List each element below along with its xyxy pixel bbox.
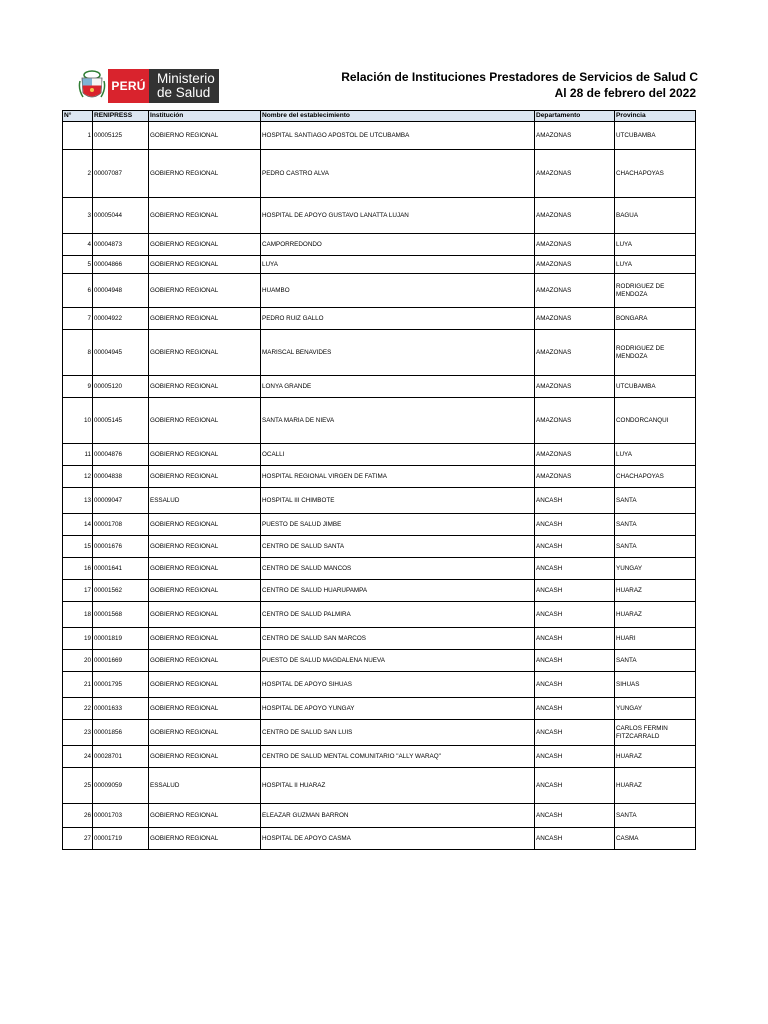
establishment-name: LONYA GRANDE <box>261 376 535 398</box>
row-number: 13 <box>63 488 93 514</box>
institution: GOBIERNO REGIONAL <box>149 150 261 198</box>
establishment-name: HOSPITAL DE APOYO GUSTAVO LANATTA LUJAN <box>261 198 535 234</box>
establishment-name: CENTRO DE SALUD SANTA <box>261 536 535 558</box>
table-row <box>63 698 696 720</box>
row-number: 14 <box>63 514 93 536</box>
renipress-code: 00001795 <box>93 672 149 698</box>
institution: GOBIERNO REGIONAL <box>149 720 261 746</box>
row-number: 3 <box>63 198 93 234</box>
row-number: 15 <box>63 536 93 558</box>
department: AMAZONAS <box>535 330 615 376</box>
province: HUARAZ <box>615 580 696 602</box>
establishment-name: HOSPITAL SANTIAGO APOSTOL DE UTCUBAMBA <box>261 122 535 150</box>
establishment-name: SANTA MARIA DE NIEVA <box>261 398 535 444</box>
institution: GOBIERNO REGIONAL <box>149 376 261 398</box>
institution: GOBIERNO REGIONAL <box>149 536 261 558</box>
establishment-name: CENTRO DE SALUD SAN LUIS <box>261 720 535 746</box>
department: ANCASH <box>535 746 615 768</box>
table-row <box>63 256 696 274</box>
institution: GOBIERNO REGIONAL <box>149 330 261 376</box>
institution: GOBIERNO REGIONAL <box>149 308 261 330</box>
department: AMAZONAS <box>535 376 615 398</box>
institution: GOBIERNO REGIONAL <box>149 398 261 444</box>
province: RODRIGUEZ DE MENDOZA <box>615 274 696 308</box>
province: HUARAZ <box>615 768 696 804</box>
table-row <box>63 376 696 398</box>
table-row <box>63 444 696 466</box>
department: ANCASH <box>535 698 615 720</box>
col-header-number: N° <box>63 111 93 122</box>
institution: GOBIERNO REGIONAL <box>149 234 261 256</box>
table-header-row <box>63 111 696 122</box>
row-number: 12 <box>63 466 93 488</box>
establishment-name: CENTRO DE SALUD PALMIRA <box>261 602 535 628</box>
province: CONDORCANQUI <box>615 398 696 444</box>
institution: GOBIERNO REGIONAL <box>149 558 261 580</box>
establishment-name: HOSPITAL III CHIMBOTE <box>261 488 535 514</box>
renipress-code: 00005125 <box>93 122 149 150</box>
province: RODRIGUEZ DE MENDOZA <box>615 330 696 376</box>
row-number: 8 <box>63 330 93 376</box>
table-row <box>63 720 696 746</box>
row-number: 20 <box>63 650 93 672</box>
establishment-name: PEDRO RUIZ GALLO <box>261 308 535 330</box>
province: BAGUA <box>615 198 696 234</box>
department: AMAZONAS <box>535 466 615 488</box>
renipress-code: 00004948 <box>93 274 149 308</box>
document-title <box>339 69 696 101</box>
institution: GOBIERNO REGIONAL <box>149 256 261 274</box>
province: UTCUBAMBA <box>615 122 696 150</box>
table-row <box>63 628 696 650</box>
row-number: 26 <box>63 804 93 828</box>
establishment-name: HOSPITAL DE APOYO CASMA <box>261 828 535 850</box>
row-number: 6 <box>63 274 93 308</box>
title-date: Al 28 de febrero del 2022 <box>554 86 696 100</box>
province: BONGARA <box>615 308 696 330</box>
renipress-code: 00005120 <box>93 376 149 398</box>
row-number: 27 <box>63 828 93 850</box>
establishment-name: CENTRO DE SALUD HUARUPAMPA <box>261 580 535 602</box>
department: AMAZONAS <box>535 444 615 466</box>
table-row <box>63 308 696 330</box>
row-number: 1 <box>63 122 93 150</box>
institution: GOBIERNO REGIONAL <box>149 122 261 150</box>
department: AMAZONAS <box>535 398 615 444</box>
institution: GOBIERNO REGIONAL <box>149 198 261 234</box>
table-row <box>63 580 696 602</box>
establishment-name: CENTRO DE SALUD MENTAL COMUNITARIO "ALLY WARAQ" <box>261 746 535 768</box>
establishment-name: HUAMBO <box>261 274 535 308</box>
renipress-code: 00001719 <box>93 828 149 850</box>
institution: ESSALUD <box>149 488 261 514</box>
institution: GOBIERNO REGIONAL <box>149 650 261 672</box>
department: ANCASH <box>535 720 615 746</box>
col-header-renipress: RENIPRESS <box>93 111 149 122</box>
logo-ministry-line2: de Salud <box>157 85 211 100</box>
renipress-code: 00001568 <box>93 602 149 628</box>
province: SANTA <box>615 804 696 828</box>
province: CARLOS FERMIN FITZCARRALD <box>615 720 696 746</box>
renipress-code: 00004866 <box>93 256 149 274</box>
row-number: 23 <box>63 720 93 746</box>
institution: ESSALUD <box>149 768 261 804</box>
department: AMAZONAS <box>535 256 615 274</box>
row-number: 24 <box>63 746 93 768</box>
province: SIHUAS <box>615 672 696 698</box>
province: YUNGAY <box>615 698 696 720</box>
province: HUARAZ <box>615 746 696 768</box>
row-number: 21 <box>63 672 93 698</box>
row-number: 5 <box>63 256 93 274</box>
logo-ministry-line1: Ministerio <box>157 71 215 86</box>
table-row <box>63 536 696 558</box>
table-row <box>63 768 696 804</box>
renipress-code: 00001641 <box>93 558 149 580</box>
province: SANTA <box>615 536 696 558</box>
renipress-code: 00009047 <box>93 488 149 514</box>
department: ANCASH <box>535 768 615 804</box>
logo-ministry-label <box>149 69 219 103</box>
establishment-name: PEDRO CASTRO ALVA <box>261 150 535 198</box>
department: AMAZONAS <box>535 274 615 308</box>
renipress-code: 00009059 <box>93 768 149 804</box>
col-header-province: Provincia <box>615 111 696 122</box>
institution: GOBIERNO REGIONAL <box>149 828 261 850</box>
col-header-institution: Institución <box>149 111 261 122</box>
establishment-name: CENTRO DE SALUD MANCOS <box>261 558 535 580</box>
province: SANTA <box>615 650 696 672</box>
department: ANCASH <box>535 828 615 850</box>
institution: GOBIERNO REGIONAL <box>149 672 261 698</box>
minsa-logo <box>78 69 219 103</box>
row-number: 16 <box>63 558 93 580</box>
institution: GOBIERNO REGIONAL <box>149 514 261 536</box>
establishment-name: OCALLI <box>261 444 535 466</box>
establishment-name: ELEAZAR GUZMAN BARRON <box>261 804 535 828</box>
renipress-code: 00001856 <box>93 720 149 746</box>
table-row <box>63 274 696 308</box>
table-row <box>63 514 696 536</box>
table-row <box>63 488 696 514</box>
department: AMAZONAS <box>535 234 615 256</box>
department: ANCASH <box>535 514 615 536</box>
table-row <box>63 198 696 234</box>
renipress-code: 00004838 <box>93 466 149 488</box>
row-number: 19 <box>63 628 93 650</box>
establishment-name: HOSPITAL DE APOYO SIHUAS <box>261 672 535 698</box>
renipress-code: 00005145 <box>93 398 149 444</box>
logo-country-label: PERÚ <box>108 69 149 103</box>
department: AMAZONAS <box>535 122 615 150</box>
renipress-code: 00007087 <box>93 150 149 198</box>
renipress-code: 00001562 <box>93 580 149 602</box>
department: ANCASH <box>535 558 615 580</box>
department: ANCASH <box>535 628 615 650</box>
institution: GOBIERNO REGIONAL <box>149 466 261 488</box>
table-row <box>63 672 696 698</box>
department: ANCASH <box>535 580 615 602</box>
renipress-code: 00028701 <box>93 746 149 768</box>
institution: GOBIERNO REGIONAL <box>149 580 261 602</box>
table-row <box>63 602 696 628</box>
institutions-table <box>62 110 696 850</box>
renipress-code: 00004945 <box>93 330 149 376</box>
row-number: 18 <box>63 602 93 628</box>
institution: GOBIERNO REGIONAL <box>149 746 261 768</box>
col-header-establishment: Nombre del establecimiento <box>261 111 535 122</box>
province: YUNGAY <box>615 558 696 580</box>
row-number: 17 <box>63 580 93 602</box>
establishment-name: CAMPORREDONDO <box>261 234 535 256</box>
institution: GOBIERNO REGIONAL <box>149 804 261 828</box>
province: LUYA <box>615 444 696 466</box>
establishment-name: LUYA <box>261 256 535 274</box>
province: LUYA <box>615 234 696 256</box>
department: AMAZONAS <box>535 308 615 330</box>
institution: GOBIERNO REGIONAL <box>149 274 261 308</box>
table-row <box>63 746 696 768</box>
institution: GOBIERNO REGIONAL <box>149 602 261 628</box>
establishment-name: CENTRO DE SALUD SAN MARCOS <box>261 628 535 650</box>
renipress-code: 00005044 <box>93 198 149 234</box>
department: ANCASH <box>535 602 615 628</box>
table-row <box>63 150 696 198</box>
establishment-name: HOSPITAL II HUARAZ <box>261 768 535 804</box>
province: CHACHAPOYAS <box>615 466 696 488</box>
establishment-name: PUESTO DE SALUD JIMBE <box>261 514 535 536</box>
establishment-name: MARISCAL BENAVIDES <box>261 330 535 376</box>
row-number: 25 <box>63 768 93 804</box>
table-row <box>63 466 696 488</box>
renipress-code: 00004876 <box>93 444 149 466</box>
department: ANCASH <box>535 488 615 514</box>
province: CASMA <box>615 828 696 850</box>
province: SANTA <box>615 514 696 536</box>
table-row <box>63 828 696 850</box>
establishment-name: HOSPITAL REGIONAL VIRGEN DE FATIMA <box>261 466 535 488</box>
renipress-code: 00004922 <box>93 308 149 330</box>
institution: GOBIERNO REGIONAL <box>149 444 261 466</box>
peru-coat-of-arms-icon <box>78 69 106 103</box>
row-number: 2 <box>63 150 93 198</box>
institution: GOBIERNO REGIONAL <box>149 628 261 650</box>
department: ANCASH <box>535 650 615 672</box>
department: ANCASH <box>535 536 615 558</box>
renipress-code: 00001819 <box>93 628 149 650</box>
table-row <box>63 234 696 256</box>
row-number: 4 <box>63 234 93 256</box>
row-number: 11 <box>63 444 93 466</box>
col-header-department: Departamento <box>535 111 615 122</box>
province: UTCUBAMBA <box>615 376 696 398</box>
title-line1: Relación de Instituciones Prestadores de Servicios de Salud C <box>341 70 698 84</box>
renipress-code: 00001708 <box>93 514 149 536</box>
province: CHACHAPOYAS <box>615 150 696 198</box>
province: HUARAZ <box>615 602 696 628</box>
department: ANCASH <box>535 672 615 698</box>
renipress-code: 00001703 <box>93 804 149 828</box>
table-row <box>63 804 696 828</box>
renipress-code: 00004873 <box>93 234 149 256</box>
province: SANTA <box>615 488 696 514</box>
table-row <box>63 122 696 150</box>
row-number: 9 <box>63 376 93 398</box>
department: AMAZONAS <box>535 150 615 198</box>
establishment-name: PUESTO DE SALUD MAGDALENA NUEVA <box>261 650 535 672</box>
table-row <box>63 330 696 376</box>
row-number: 7 <box>63 308 93 330</box>
province: HUARI <box>615 628 696 650</box>
row-number: 22 <box>63 698 93 720</box>
renipress-code: 00001669 <box>93 650 149 672</box>
renipress-code: 00001633 <box>93 698 149 720</box>
renipress-code: 00001676 <box>93 536 149 558</box>
row-number: 10 <box>63 398 93 444</box>
province: LUYA <box>615 256 696 274</box>
table-row <box>63 558 696 580</box>
institution: GOBIERNO REGIONAL <box>149 698 261 720</box>
table-row <box>63 650 696 672</box>
table-row <box>63 398 696 444</box>
establishment-name: HOSPITAL DE APOYO YUNGAY <box>261 698 535 720</box>
department: AMAZONAS <box>535 198 615 234</box>
department: ANCASH <box>535 804 615 828</box>
